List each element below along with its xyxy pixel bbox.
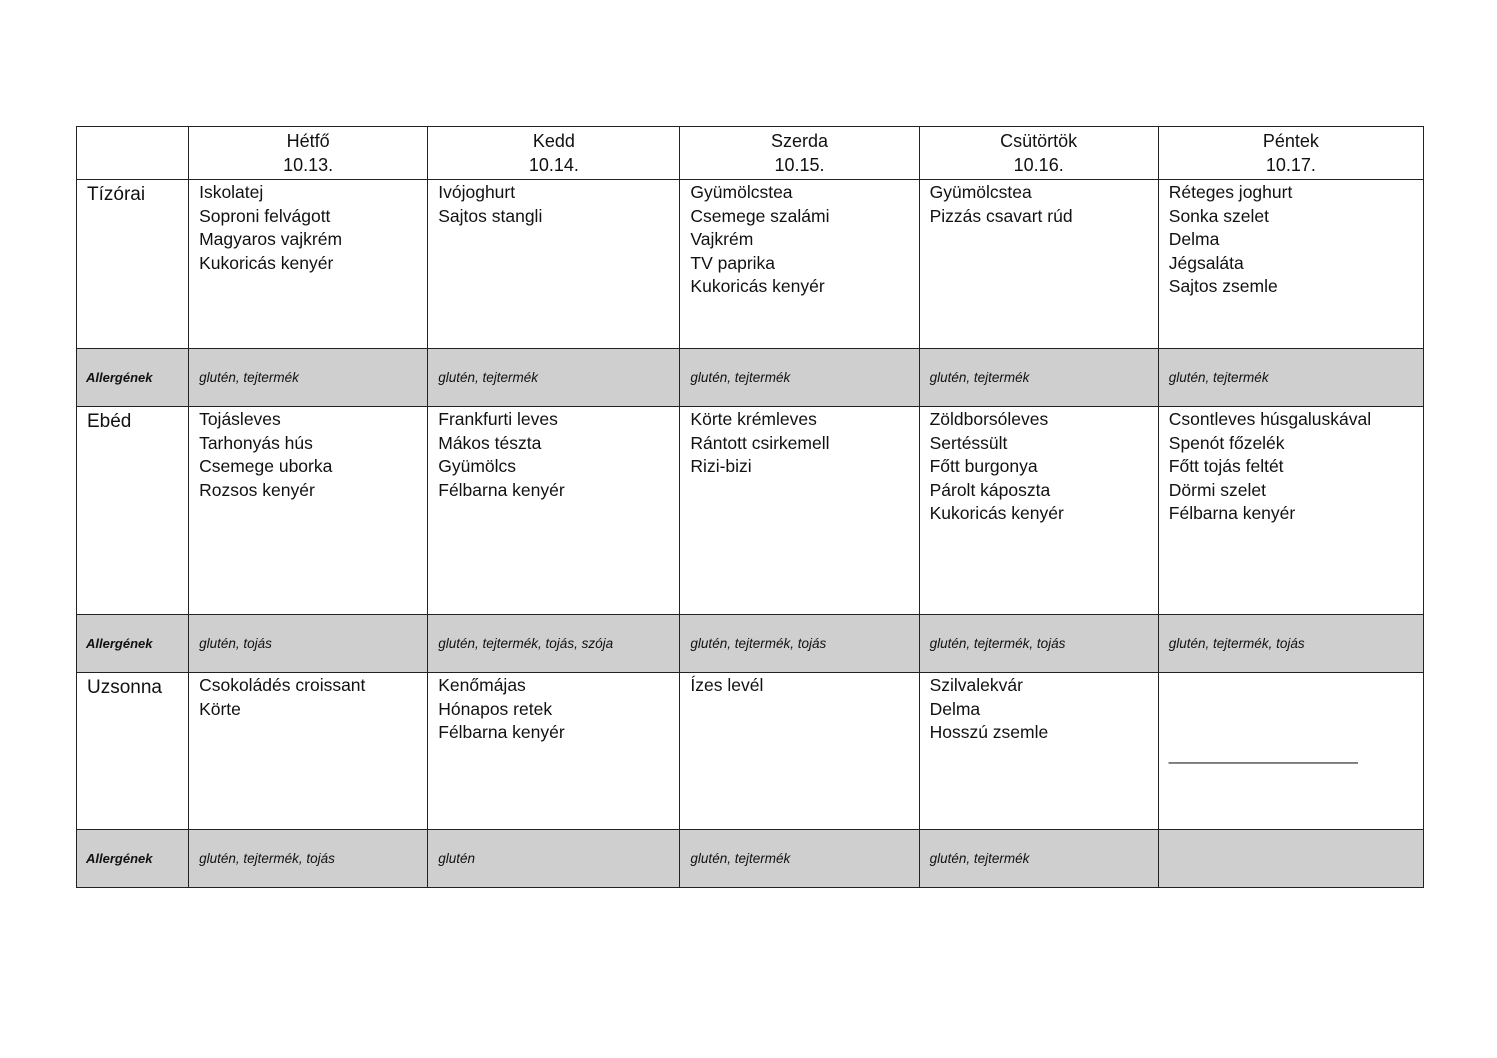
menu-item: Körte krémleves	[690, 409, 817, 429]
menu-item: Sajtos zsemle	[1168, 276, 1278, 296]
meal-label: Ebéd	[77, 407, 189, 615]
menu-item: Félbarna kenyér	[438, 722, 565, 742]
blank-line: ____________________	[1168, 745, 1358, 764]
menu-item: Ivójoghurt	[438, 182, 516, 202]
meal-row-tizorai	[77, 180, 1424, 349]
meal-row-ebed	[77, 407, 1424, 615]
day-name: Péntek	[1262, 131, 1319, 151]
allergen-cell: glutén, tejtermék, tojás	[189, 830, 428, 888]
menu-item: Főtt burgonya	[929, 456, 1038, 476]
allergen-cell: glutén, tejtermék	[919, 349, 1158, 407]
meal-row-uzsonna	[77, 673, 1424, 830]
menu-item: Csokoládés croissant	[199, 675, 366, 695]
menu-cell	[1158, 180, 1423, 349]
menu-item: Soproni felvágott	[199, 205, 331, 226]
allergen-row-ebed	[77, 615, 1424, 673]
day-header-thursday	[919, 127, 1158, 180]
menu-item: Frankfurti leves	[438, 409, 558, 429]
menu-cell	[680, 673, 919, 830]
allergen-cell: glutén, tejtermék, tojás	[919, 615, 1158, 673]
allergen-row-uzsonna	[77, 830, 1424, 888]
day-name: Szerda	[770, 131, 829, 151]
menu-item: Mákos tészta	[438, 432, 542, 453]
menu-item: Jégsaláta	[1168, 252, 1244, 273]
day-date: 10.16.	[1013, 155, 1064, 175]
menu-item: Zöldborsóleves	[929, 409, 1049, 429]
meal-label: Tízórai	[77, 180, 189, 349]
menu-item: Körte	[199, 698, 241, 719]
menu-item: Vajkrém	[690, 229, 754, 249]
menu-item: Párolt káposzta	[929, 479, 1051, 500]
menu-cell	[428, 180, 680, 349]
menu-item: Ízes levél	[690, 675, 764, 695]
day-name: Kedd	[532, 131, 575, 151]
menu-item: Tarhonyás hús	[199, 432, 313, 453]
menu-cell	[189, 673, 428, 830]
day-date: 10.14.	[528, 155, 579, 175]
menu-cell	[680, 180, 919, 349]
menu-item: Sajtos stangli	[438, 205, 543, 226]
menu-item: Hónapos retek	[438, 698, 553, 719]
menu-cell	[919, 673, 1158, 830]
menu-item: Kenőmájas	[438, 675, 526, 695]
menu-item: Sertéssült	[929, 432, 1008, 453]
menu-item: Kukoricás kenyér	[690, 276, 825, 296]
allergen-cell: glutén, tojás	[189, 615, 428, 673]
allergen-cell: glutén, tejtermék, tojás	[1158, 615, 1423, 673]
menu-item: Csontleves húsgaluskával	[1168, 409, 1372, 429]
allergen-cell: glutén, tejtermék	[189, 349, 428, 407]
weekly-menu-table	[76, 126, 1424, 888]
allergen-label: Allergének	[77, 349, 189, 407]
allergen-cell: glutén, tejtermék	[680, 830, 919, 888]
menu-item: Dörmi szelet	[1168, 479, 1267, 500]
day-header-wednesday	[680, 127, 919, 180]
menu-cell	[919, 180, 1158, 349]
allergen-cell: glutén, tejtermék	[680, 349, 919, 407]
menu-item: Rozsos kenyér	[199, 479, 315, 500]
menu-item: Gyümölcstea	[690, 182, 793, 202]
allergen-cell: glutén	[428, 830, 680, 888]
menu-item: Gyümölcs	[438, 456, 517, 476]
menu-item: Delma	[929, 698, 981, 719]
day-name: Hétfő	[286, 131, 330, 151]
allergen-cell	[1158, 830, 1423, 888]
menu-item: Kukoricás kenyér	[929, 503, 1064, 523]
menu-cell	[428, 673, 680, 830]
menu-item: Pizzás csavart rúd	[929, 205, 1073, 226]
allergen-label: Allergének	[77, 615, 189, 673]
menu-item: Félbarna kenyér	[1168, 503, 1296, 523]
menu-item: Spenót főzelék	[1168, 432, 1285, 453]
menu-item: Delma	[1168, 229, 1220, 249]
menu-item: Tojásleves	[199, 409, 281, 429]
corner-cell	[77, 127, 189, 180]
menu-item: Magyaros vajkrém	[199, 229, 343, 249]
header-row	[77, 127, 1424, 180]
day-date: 10.15.	[774, 155, 825, 175]
allergen-cell: glutén, tejtermék	[919, 830, 1158, 888]
menu-item: Kukoricás kenyér	[199, 252, 334, 273]
menu-cell	[189, 180, 428, 349]
menu-item: Szilvalekvár	[929, 675, 1023, 695]
menu-cell	[1158, 407, 1423, 615]
allergen-row-tizorai	[77, 349, 1424, 407]
menu-cell	[428, 407, 680, 615]
menu-item: Főtt tojás feltét	[1168, 456, 1284, 476]
menu-cell	[680, 407, 919, 615]
menu-item: Hosszú zsemle	[929, 722, 1049, 742]
menu-item: Iskolatej	[199, 182, 264, 202]
meal-label: Uzsonna	[77, 673, 189, 830]
day-header-friday	[1158, 127, 1423, 180]
allergen-cell: glutén, tejtermék	[428, 349, 680, 407]
menu-cell	[189, 407, 428, 615]
menu-item: Csemege uborka	[199, 456, 333, 476]
day-date: 10.13.	[283, 155, 334, 175]
day-date: 10.17.	[1265, 155, 1316, 175]
menu-item: Félbarna kenyér	[438, 479, 565, 500]
allergen-cell: glutén, tejtermék, tojás	[680, 615, 919, 673]
menu-item: Gyümölcstea	[929, 182, 1032, 202]
allergen-cell: glutén, tejtermék	[1158, 349, 1423, 407]
menu-cell	[919, 407, 1158, 615]
day-header-tuesday	[428, 127, 680, 180]
menu-item: Sonka szelet	[1168, 205, 1269, 226]
day-name: Csütörtök	[1000, 131, 1078, 151]
day-header-monday	[189, 127, 428, 180]
menu-item: Réteges joghurt	[1168, 182, 1293, 202]
menu-item: TV paprika	[690, 252, 776, 273]
menu-item: Rizi-bizi	[690, 456, 752, 476]
menu-item: Csemege szalámi	[690, 205, 830, 226]
allergen-cell: glutén, tejtermék, tojás, szója	[428, 615, 680, 673]
menu-cell-blank	[1158, 673, 1423, 830]
menu-item: Rántott csirkemell	[690, 432, 830, 453]
allergen-label: Allergének	[77, 830, 189, 888]
